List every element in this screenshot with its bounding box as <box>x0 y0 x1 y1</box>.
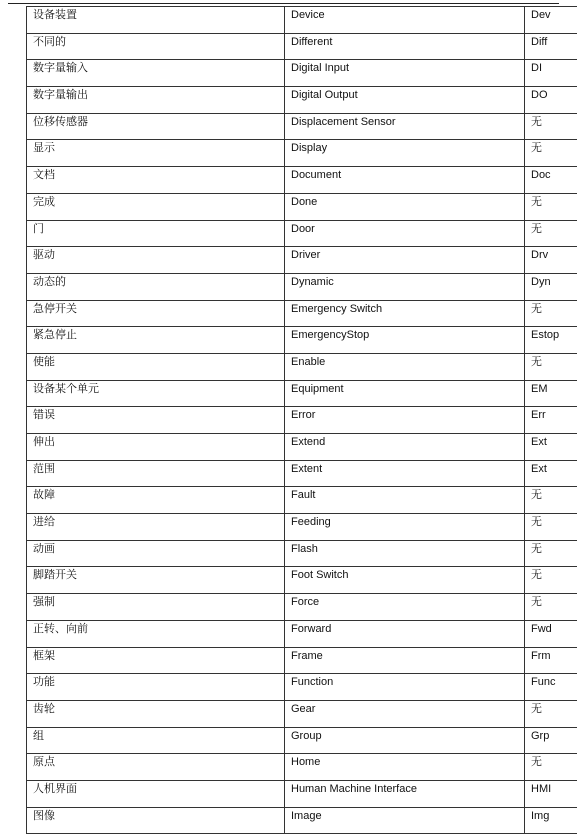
english-term-cell: Displacement Sensor <box>285 113 525 140</box>
chinese-term-cell: 文档 <box>27 167 285 194</box>
english-term-cell: Group <box>285 727 525 754</box>
chinese-term-cell: 强制 <box>27 594 285 621</box>
glossary-table <box>26 6 577 834</box>
abbreviation-cell: Img <box>525 807 577 834</box>
abbreviation-cell: 无 <box>525 514 577 541</box>
chinese-term-cell: 门 <box>27 220 285 247</box>
table-row <box>27 407 577 434</box>
abbreviation-cell: Ext <box>525 460 577 487</box>
english-term-cell: Different <box>285 33 525 60</box>
chinese-term-cell: 故障 <box>27 487 285 514</box>
chinese-term-cell: 齿轮 <box>27 700 285 727</box>
table-row <box>27 514 577 541</box>
table-row <box>27 353 577 380</box>
abbreviation-cell: 无 <box>525 540 577 567</box>
english-term-cell: Dynamic <box>285 273 525 300</box>
abbreviation-cell: Ext <box>525 434 577 461</box>
english-term-cell: Function <box>285 674 525 701</box>
table-row <box>27 780 577 807</box>
english-term-cell: Door <box>285 220 525 247</box>
abbreviation-cell: 无 <box>525 353 577 380</box>
english-term-cell: Foot Switch <box>285 567 525 594</box>
chinese-term-cell: 完成 <box>27 193 285 220</box>
abbreviation-cell: Dyn <box>525 273 577 300</box>
table-row <box>27 807 577 834</box>
chinese-term-cell: 位移传感器 <box>27 113 285 140</box>
abbreviation-cell: Frm <box>525 647 577 674</box>
english-term-cell: EmergencyStop <box>285 327 525 354</box>
chinese-term-cell: 急停开关 <box>27 300 285 327</box>
english-term-cell: Equipment <box>285 380 525 407</box>
english-term-cell: Digital Output <box>285 87 525 114</box>
table-row <box>27 220 577 247</box>
table-row <box>27 140 577 167</box>
table-row <box>27 487 577 514</box>
table-row <box>27 247 577 274</box>
chinese-term-cell: 进给 <box>27 514 285 541</box>
abbreviation-cell: 无 <box>525 567 577 594</box>
english-term-cell: Extend <box>285 434 525 461</box>
table-row <box>27 273 577 300</box>
abbreviation-cell: DO <box>525 87 577 114</box>
chinese-term-cell: 动态的 <box>27 273 285 300</box>
table-row <box>27 113 577 140</box>
chinese-term-cell: 伸出 <box>27 434 285 461</box>
english-term-cell: Home <box>285 754 525 781</box>
abbreviation-cell: Diff <box>525 33 577 60</box>
abbreviation-cell: EM <box>525 380 577 407</box>
abbreviation-cell: 无 <box>525 193 577 220</box>
abbreviation-cell: 无 <box>525 140 577 167</box>
english-term-cell: Human Machine Interface <box>285 780 525 807</box>
english-term-cell: Enable <box>285 353 525 380</box>
table-row <box>27 167 577 194</box>
abbreviation-cell: 无 <box>525 220 577 247</box>
chinese-term-cell: 设备某个单元 <box>27 380 285 407</box>
table-row <box>27 327 577 354</box>
english-term-cell: Digital Input <box>285 60 525 87</box>
abbreviation-cell: Drv <box>525 247 577 274</box>
table-row <box>27 460 577 487</box>
chinese-term-cell: 脚踏开关 <box>27 567 285 594</box>
english-term-cell: Frame <box>285 647 525 674</box>
abbreviation-cell: Func <box>525 674 577 701</box>
chinese-term-cell: 框架 <box>27 647 285 674</box>
top-rule <box>8 3 559 4</box>
chinese-term-cell: 功能 <box>27 674 285 701</box>
table-row <box>27 674 577 701</box>
abbreviation-cell: 无 <box>525 754 577 781</box>
abbreviation-cell: Err <box>525 407 577 434</box>
chinese-term-cell: 组 <box>27 727 285 754</box>
chinese-term-cell: 人机界面 <box>27 780 285 807</box>
chinese-term-cell: 原点 <box>27 754 285 781</box>
english-term-cell: Feeding <box>285 514 525 541</box>
table-row <box>27 193 577 220</box>
chinese-term-cell: 设备装置 <box>27 7 285 34</box>
english-term-cell: Image <box>285 807 525 834</box>
chinese-term-cell: 正转、向前 <box>27 620 285 647</box>
chinese-term-cell: 使能 <box>27 353 285 380</box>
english-term-cell: Force <box>285 594 525 621</box>
chinese-term-cell: 数字量输入 <box>27 60 285 87</box>
table-row <box>27 647 577 674</box>
abbreviation-cell: DI <box>525 60 577 87</box>
table-row <box>27 700 577 727</box>
table-row <box>27 300 577 327</box>
chinese-term-cell: 图像 <box>27 807 285 834</box>
english-term-cell: Fault <box>285 487 525 514</box>
english-term-cell: Emergency Switch <box>285 300 525 327</box>
english-term-cell: Gear <box>285 700 525 727</box>
abbreviation-cell: Doc <box>525 167 577 194</box>
table-row <box>27 754 577 781</box>
table-row <box>27 33 577 60</box>
abbreviation-cell: Dev <box>525 7 577 34</box>
english-term-cell: Extent <box>285 460 525 487</box>
chinese-term-cell: 显示 <box>27 140 285 167</box>
table-row <box>27 540 577 567</box>
abbreviation-cell: 无 <box>525 113 577 140</box>
table-row <box>27 434 577 461</box>
abbreviation-cell: HMI <box>525 780 577 807</box>
table-row <box>27 594 577 621</box>
english-term-cell: Display <box>285 140 525 167</box>
abbreviation-cell: 无 <box>525 487 577 514</box>
chinese-term-cell: 紧急停止 <box>27 327 285 354</box>
abbreviation-cell: 无 <box>525 594 577 621</box>
glossary-body <box>27 7 577 834</box>
table-row <box>27 380 577 407</box>
abbreviation-cell: Estop <box>525 327 577 354</box>
table-row <box>27 567 577 594</box>
table-row <box>27 60 577 87</box>
abbreviation-cell: Grp <box>525 727 577 754</box>
chinese-term-cell: 驱动 <box>27 247 285 274</box>
chinese-term-cell: 不同的 <box>27 33 285 60</box>
english-term-cell: Forward <box>285 620 525 647</box>
english-term-cell: Driver <box>285 247 525 274</box>
table-row <box>27 7 577 34</box>
abbreviation-cell: Fwd <box>525 620 577 647</box>
abbreviation-cell: 无 <box>525 700 577 727</box>
chinese-term-cell: 范围 <box>27 460 285 487</box>
chinese-term-cell: 动画 <box>27 540 285 567</box>
table-row <box>27 727 577 754</box>
chinese-term-cell: 错误 <box>27 407 285 434</box>
english-term-cell: Document <box>285 167 525 194</box>
table-row <box>27 87 577 114</box>
english-term-cell: Done <box>285 193 525 220</box>
table-row <box>27 620 577 647</box>
english-term-cell: Device <box>285 7 525 34</box>
english-term-cell: Flash <box>285 540 525 567</box>
abbreviation-cell: 无 <box>525 300 577 327</box>
chinese-term-cell: 数字量输出 <box>27 87 285 114</box>
english-term-cell: Error <box>285 407 525 434</box>
